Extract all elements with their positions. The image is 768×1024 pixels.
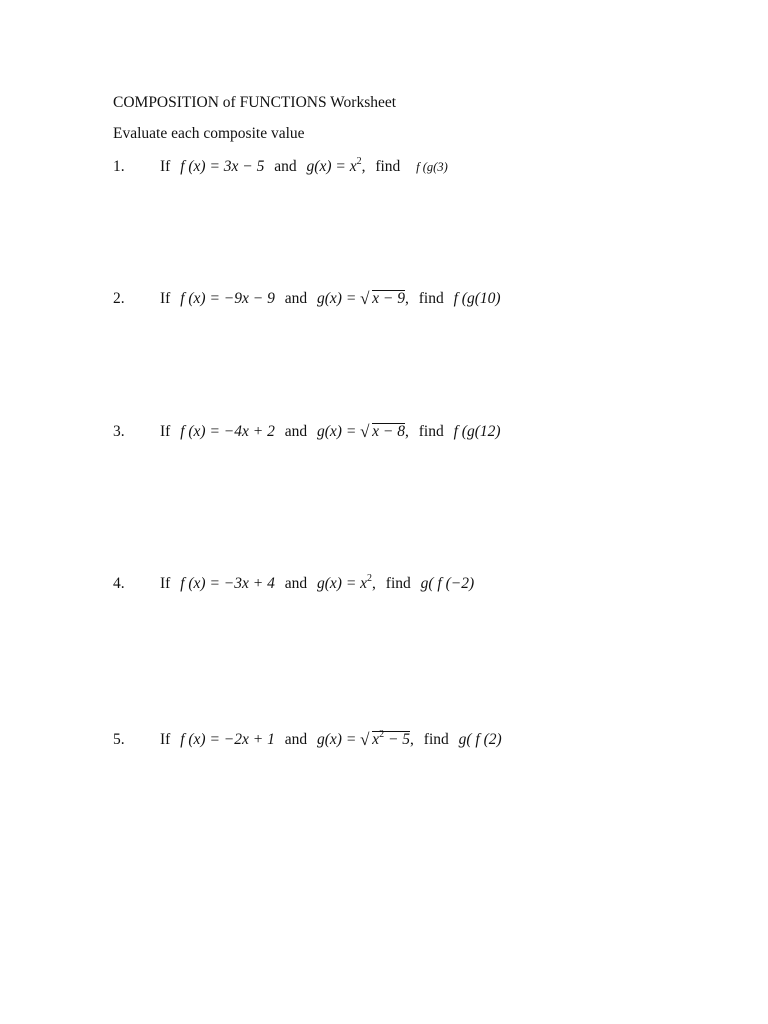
radical-sign-icon: √ — [360, 289, 370, 308]
problem-statement — [160, 158, 448, 176]
problem-statement — [160, 423, 501, 441]
g-exponent: 2 — [367, 573, 373, 584]
f-definition: f (x) = −2x + 1 — [180, 731, 275, 748]
find-word: find — [375, 158, 401, 175]
and-word: and — [284, 575, 308, 592]
radicand — [372, 731, 410, 749]
f-definition: f (x) = −4x + 2 — [180, 423, 275, 440]
problem-number: 2. — [113, 290, 125, 307]
comma: , — [361, 158, 366, 175]
find-word: find — [385, 575, 411, 592]
problem-1 — [113, 158, 673, 188]
problem-2 — [113, 290, 673, 320]
composite-target: g( f (−2) — [420, 575, 475, 592]
g-definition: g(x) = — [317, 731, 357, 748]
problem-number: 1. — [113, 158, 125, 175]
problem-statement — [160, 290, 501, 308]
and-word: and — [284, 731, 308, 748]
problem-4 — [113, 575, 673, 605]
f-definition: f (x) = −3x + 4 — [180, 575, 275, 592]
g-definition: g(x) = x — [306, 158, 357, 175]
problem-number: 3. — [113, 423, 125, 440]
problem-number: 4. — [113, 575, 125, 592]
square-root — [360, 290, 405, 308]
radicand-rest: − 5 — [384, 731, 411, 748]
if-word: If — [160, 423, 171, 440]
if-word: If — [160, 290, 171, 307]
worksheet-instruction: Evaluate each composite value — [113, 125, 305, 142]
g-definition: g(x) = x — [317, 575, 368, 592]
find-word: find — [423, 731, 449, 748]
comma: , — [405, 423, 409, 440]
composite-target: f (g(10) — [453, 290, 501, 307]
g-definition: g(x) = — [317, 290, 357, 307]
worksheet-title: COMPOSITION of FUNCTIONS Worksheet — [113, 94, 397, 111]
if-word: If — [160, 731, 171, 748]
find-word: find — [418, 423, 444, 440]
radical-sign-icon: √ — [360, 730, 370, 749]
problem-5 — [113, 731, 673, 761]
problem-statement — [160, 731, 502, 749]
f-definition: f (x) = 3x − 5 — [180, 158, 265, 175]
radicand: x − 9 — [372, 290, 406, 307]
problem-3 — [113, 423, 673, 453]
square-root — [360, 731, 410, 749]
radicand-exponent: 2 — [379, 729, 385, 740]
and-word: and — [284, 290, 308, 307]
radicand: x − 8 — [372, 423, 406, 440]
square-root — [360, 423, 405, 441]
problem-number: 5. — [113, 731, 125, 748]
composite-target: g( f (2) — [458, 731, 502, 748]
and-word: and — [284, 423, 308, 440]
comma: , — [410, 731, 414, 748]
composite-target: f (g(3) — [416, 160, 448, 174]
find-word: find — [418, 290, 444, 307]
composite-target: f (g(12) — [453, 423, 501, 440]
radical-sign-icon: √ — [360, 422, 370, 441]
if-word: If — [160, 158, 171, 175]
comma: , — [405, 290, 409, 307]
and-word: and — [274, 158, 297, 175]
g-exponent: 2 — [356, 156, 362, 167]
g-definition: g(x) = — [317, 423, 357, 440]
comma: , — [372, 575, 376, 592]
f-definition: f (x) = −9x − 9 — [180, 290, 275, 307]
if-word: If — [160, 575, 171, 592]
problem-statement — [160, 575, 474, 593]
radicand-base: x — [372, 731, 380, 748]
